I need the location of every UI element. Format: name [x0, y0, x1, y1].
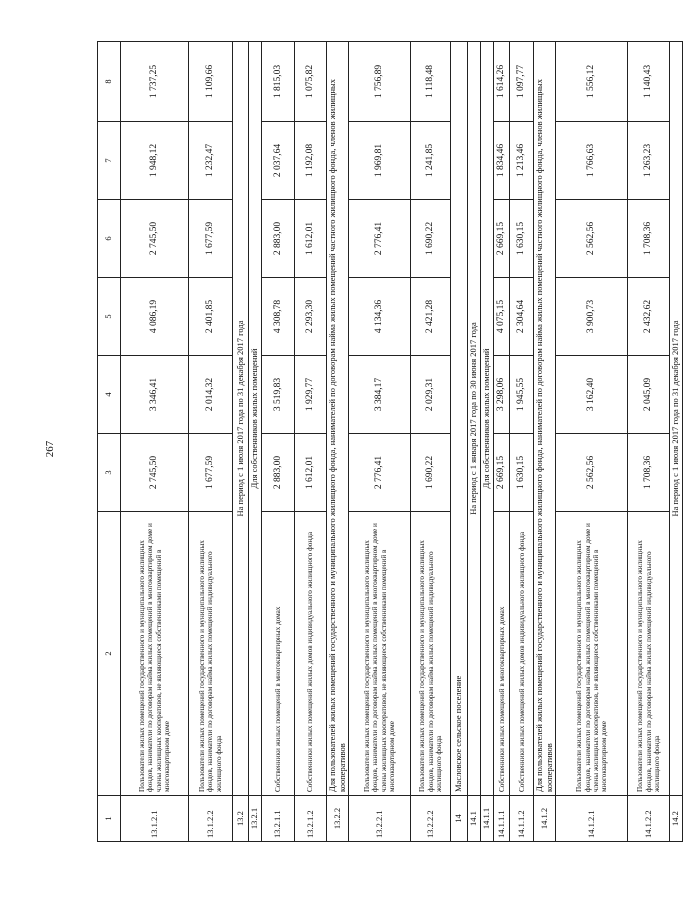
value-cell: 1 737,25 — [121, 42, 189, 122]
row-code: 14.1.2.2 — [628, 796, 670, 842]
header-cell: 2 — [98, 512, 121, 796]
value-cell: 2 401,85 — [189, 278, 233, 356]
header-row — [98, 42, 121, 842]
value-cell: 1 140,43 — [628, 42, 670, 122]
tariff-table-container — [97, 42, 681, 842]
table-row — [411, 42, 451, 842]
row-code: 13.1.2.2 — [189, 796, 233, 842]
row-code: 13.2.1 — [249, 796, 262, 842]
table-body — [98, 42, 683, 842]
value-cell: 2 883,00 — [262, 200, 295, 278]
row-description: Пользователи жилых помещений государственного и муниципального жилищных фондов, наниматели по договорам найма жилых помещений в многоквартирном доме и члены жилищных кооперативов, не являющиеся собственниками помещений в многоквартирном доме — [349, 512, 411, 796]
value-cell: 1 969,81 — [349, 122, 411, 200]
row-code: 14.1.2 — [534, 796, 556, 842]
header-cell: 7 — [98, 122, 121, 200]
table-row — [295, 42, 327, 842]
value-cell: 2 745,50 — [121, 434, 189, 512]
row-code: 14.1.1.2 — [510, 796, 534, 842]
value-cell: 1 109,66 — [189, 42, 233, 122]
row-code: 14.2 — [670, 796, 683, 842]
value-cell: 1 690,22 — [411, 200, 451, 278]
table-row — [189, 42, 233, 842]
table-row — [494, 42, 510, 842]
value-cell: 1 708,36 — [628, 434, 670, 512]
row-description: Пользователи жилых помещений государственного и муниципального жилищных фондов, наниматели по договорам найма жилых помещений индивидуального жилищного фонда — [628, 512, 670, 796]
row-description: Пользователи жилых помещений государственного и муниципального жилищных фондов, наниматели по договорам найма жилых помещений в многоквартирном доме и члены жилищных кооперативов, не являющиеся собственниками помещений в многоквартирном доме — [556, 512, 628, 796]
row-code: 14.1 — [468, 796, 481, 842]
value-cell: 1 677,59 — [189, 200, 233, 278]
row-description: Пользователи жилых помещений государственного и муниципального жилищных фондов, наниматели по договорам найма жилых помещений в многоквартирном доме и члены жилищных кооперативов, не являющиеся собственниками помещений в многоквартирном доме — [121, 512, 189, 796]
section-row — [249, 42, 262, 842]
row-code: 13.2.2.2 — [411, 796, 451, 842]
value-cell: 1 630,15 — [510, 200, 534, 278]
value-cell: 2 776,41 — [349, 200, 411, 278]
value-cell: 1 075,82 — [295, 42, 327, 122]
value-cell: 2 669,15 — [494, 434, 510, 512]
section-row — [670, 42, 683, 842]
table-row — [510, 42, 534, 842]
value-cell: 1 263,23 — [628, 122, 670, 200]
value-cell: 2 045,09 — [628, 356, 670, 434]
value-cell: 3 519,83 — [262, 356, 295, 434]
section-row — [481, 42, 494, 842]
section-title: На период с 1 июля 2017 года по 31 декабря 2017 года — [670, 42, 683, 796]
row-description: Собственники жилых помещений в многоквартирных домах — [262, 512, 295, 796]
value-cell: 4 075,15 — [494, 278, 510, 356]
value-cell: 2 421,28 — [411, 278, 451, 356]
value-cell: 4 086,19 — [121, 278, 189, 356]
value-cell: 2 293,30 — [295, 278, 327, 356]
row-description: Пользователи жилых помещений государственного и муниципального жилищных фондов, наниматели по договорам найма жилых помещений индивидуального жилищного фонда — [189, 512, 233, 796]
section-title: На период с 1 января 2017 года по 30 июня 2017 года — [468, 42, 481, 796]
section-title: На период с 1 июля 2017 года по 31 декабря 2017 года — [233, 42, 249, 796]
table-row — [628, 42, 670, 842]
header-cell: 8 — [98, 42, 121, 122]
value-cell: 2 432,62 — [628, 278, 670, 356]
row-code: 13.2 — [233, 796, 249, 842]
section-title: Для собственников жилых помещений — [249, 42, 262, 796]
value-cell: 1 614,26 — [494, 42, 510, 122]
row-code: 13.1.2.1 — [121, 796, 189, 842]
value-cell: 2 776,41 — [349, 434, 411, 512]
value-cell: 1 948,12 — [121, 122, 189, 200]
page-number: 267 — [44, 440, 56, 458]
value-cell: 1 756,89 — [349, 42, 411, 122]
value-cell: 1 192,08 — [295, 122, 327, 200]
table-row — [556, 42, 628, 842]
row-code: 14.1.1 — [481, 796, 494, 842]
table-row — [262, 42, 295, 842]
header-cell: 1 — [98, 796, 121, 842]
section-row — [534, 42, 556, 842]
value-cell: 3 346,41 — [121, 356, 189, 434]
value-cell: 1 630,15 — [510, 434, 534, 512]
value-cell: 1 612,01 — [295, 200, 327, 278]
section-row — [468, 42, 481, 842]
value-cell: 1 815,03 — [262, 42, 295, 122]
value-cell: 2 014,32 — [189, 356, 233, 434]
row-code: 13.2.1.2 — [295, 796, 327, 842]
section-row — [451, 42, 468, 842]
value-cell: 1 708,36 — [628, 200, 670, 278]
value-cell: 1 556,12 — [556, 42, 628, 122]
value-cell: 2 029,31 — [411, 356, 451, 434]
table-row — [121, 42, 189, 842]
row-code: 13.2.2.1 — [349, 796, 411, 842]
row-code: 14 — [451, 796, 468, 842]
row-code: 14.1.1.1 — [494, 796, 510, 842]
value-cell: 1 766,63 — [556, 122, 628, 200]
section-title: Для собственников жилых помещений — [481, 42, 494, 796]
value-cell: 1 097,77 — [510, 42, 534, 122]
value-cell: 4 134,36 — [349, 278, 411, 356]
value-cell: 1 945,55 — [510, 356, 534, 434]
section-title: Для пользователей жилых помещений государственного и муниципального жилищного фонда, нанимателей по договорам найма жилых помещений частного жилищного фонда, членов жилищных кооперативов — [327, 42, 349, 796]
value-cell: 1 118,48 — [411, 42, 451, 122]
rotated-page — [97, 42, 681, 842]
value-cell: 2 562,56 — [556, 434, 628, 512]
value-cell: 3 384,17 — [349, 356, 411, 434]
value-cell: 2 562,56 — [556, 200, 628, 278]
section-title: Для пользователей жилых помещений государственного и муниципального жилищного фонда, нанимателей по договорам найма жилых помещений частного жилищного фонда, членов жилищных кооперативов — [534, 42, 556, 796]
row-code: 13.2.2 — [327, 796, 349, 842]
value-cell: 2 669,15 — [494, 200, 510, 278]
value-cell: 3 162,40 — [556, 356, 628, 434]
header-cell: 4 — [98, 356, 121, 434]
header-cell: 6 — [98, 200, 121, 278]
value-cell: 1 612,01 — [295, 434, 327, 512]
section-row — [233, 42, 249, 842]
value-cell: 2 037,64 — [262, 122, 295, 200]
value-cell: 2 745,50 — [121, 200, 189, 278]
value-cell: 3 900,73 — [556, 278, 628, 356]
value-cell: 1 677,59 — [189, 434, 233, 512]
row-description: Собственники жилых помещений жилых домов индивидуального жилищного фонда — [295, 512, 327, 796]
row-description: Пользователи жилых помещений государственного и муниципального жилищных фондов, наниматели по договорам найма жилых помещений индивидуального жилищного фонда — [411, 512, 451, 796]
tariff-table — [97, 41, 683, 842]
table-row — [349, 42, 411, 842]
row-code: 13.2.1.1 — [262, 796, 295, 842]
header-cell: 5 — [98, 278, 121, 356]
value-cell: 4 308,78 — [262, 278, 295, 356]
section-row — [327, 42, 349, 842]
value-cell: 1 232,47 — [189, 122, 233, 200]
value-cell: 1 834,46 — [494, 122, 510, 200]
header-cell: 3 — [98, 434, 121, 512]
row-code: 14.1.2.1 — [556, 796, 628, 842]
value-cell: 1 929,77 — [295, 356, 327, 434]
value-cell: 1 241,85 — [411, 122, 451, 200]
value-cell: 2 304,64 — [510, 278, 534, 356]
value-cell: 2 883,00 — [262, 434, 295, 512]
row-description: Собственники жилых помещений в многоквартирных домах — [494, 512, 510, 796]
value-cell: 3 298,06 — [494, 356, 510, 434]
value-cell: 1 690,22 — [411, 434, 451, 512]
value-cell: 1 213,46 — [510, 122, 534, 200]
row-description: Собственники жилых помещений жилых домов индивидуального жилищного фонда — [510, 512, 534, 796]
section-title: Масловское сельское поселение — [451, 42, 468, 796]
